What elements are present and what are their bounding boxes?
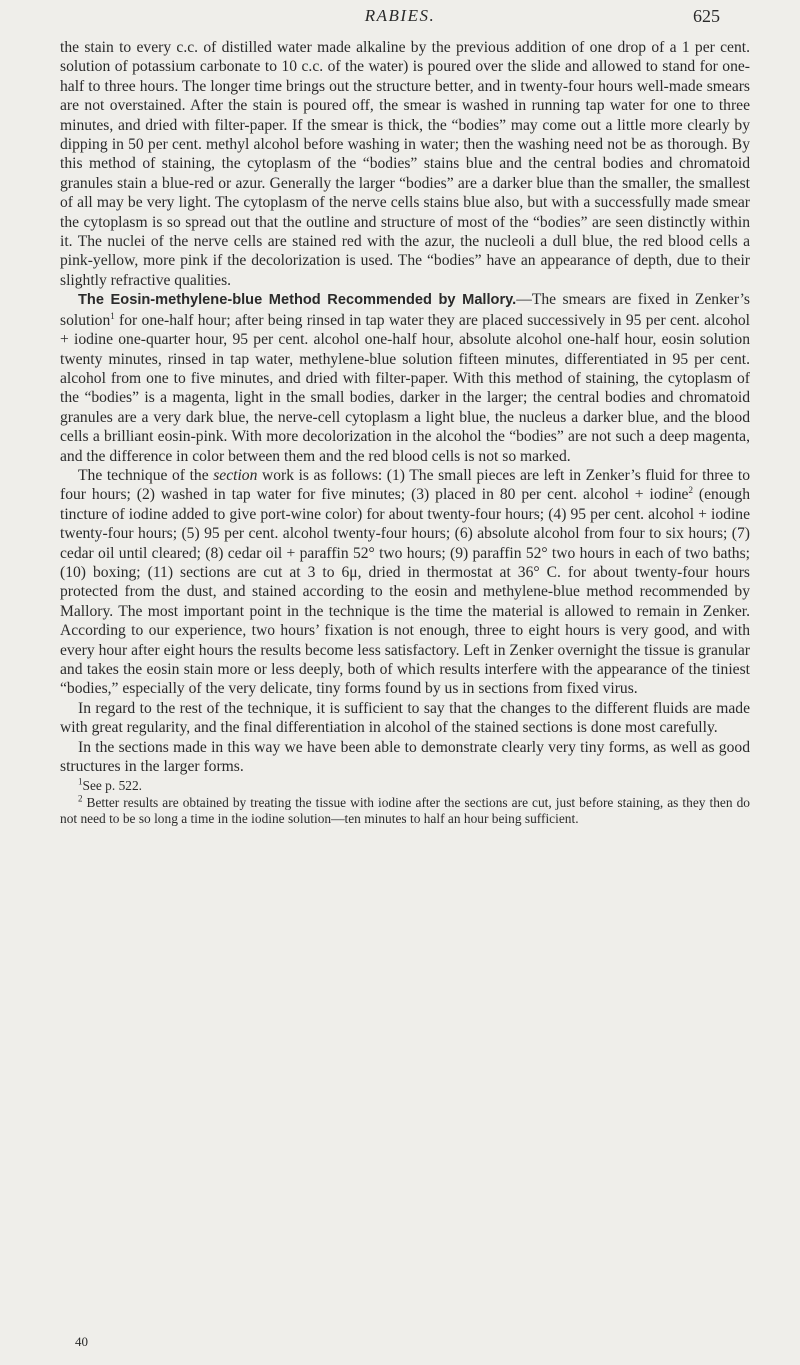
page-number: 625 [693,6,720,26]
footnote-ref-1: 1 [110,310,115,321]
paragraph-mallory-method: The Eosin-methylene-blue Method Recommended by Mallory.—The smears are fixed in Zenker’s solution$^1$ for one-half hour; after being rinsed in tap water they are placed successively in 95 per cent. alcohol + iodine one-quarter hour, 95 per cent. alcohol one-half hour, absolute alcohol one-half hour, eosin solution twenty minutes, rinsed in tap water, methylene-blue solution fifteen minutes, differentiated in 95 per cent. alcohol from one to five minutes, and dried with filter-paper. With this method of staining, the cytoplasm of the “bodies” is a magenta, light in the small bodies, darker in the larger; the central bodies and chromatoid granules are a very dark blue, the nerve-cell cytoplasm a light blue, the nucleus a darker blue, and the blood cells a brilliant eosin-pink. With more decolorization in the alcohol the “bodies” are not such a deep magenta, and the difference in color between them and the red blood cells is not so marked. [60,291,750,465]
running-head [80,6,720,36]
paragraph-continuation: the stain to every c.c. of distilled water made alkaline by the previous addition of one drop of a 1 per cent. solution of potassium carbonate to 10 c.c. of the water) is poured over the slide and allowed to stand for one-half to three hours. The longer time brings out the structure better, and in twenty-four hours well-made smears are not overstained. After the stain is poured off, the smear is washed in running tap water for one to three minutes, and dried with filter-paper. If the smear is thick, the “bodies” may come out a little more clearly by dipping in 50 per cent. methyl alcohol before washing in water; then the washing need not be as thorough. By this method of staining, the cytoplasm of the “bodies” stains blue and the central bodies and chromatoid granules stain a blue-red or azur. Generally the larger “bodies” are a darker blue than the smaller, the smallest of all may be very light. The cytoplasm of the nerve cells stains blue also, but with a successfully made smear the cytoplasm is so spread out that the outline and structure of most of the “bodies” are seen distinctly within it. The nuclei of the nerve cells are stained red with the azur, the nucleoli a dull blue, the red blood cells a pink-yellow, more pink if the decolorization is used. The “bodies” have an appearance of depth, due to their slightly refractive qualities. [60,39,750,289]
italic-word: section [213,466,258,484]
section-heading: The Eosin-methylene-blue Method Recommended by Mallory. [78,292,517,309]
paragraph-closing-2: In the sections made in this way we have been able to demonstrate clearly very tiny forms, as well as good structures in the larger forms. [60,738,750,776]
body-text [60,38,750,828]
paragraph-closing-1: In regard to the rest of the technique, it is sufficient to say that the changes to the different fluids are made with great regularity, and the final differentiation in alcohol of the stained sections is done most carefully. [60,699,750,737]
footnote-2: $^2$ Better results are obtained by treating the tissue with iodine after the sections are cut, just before staining, as they then do not need to be so long a time in the iodine solution—ten minutes to half an hour being sufficient. [60,793,750,827]
footnote-ref-2: 2 [688,485,693,496]
running-head-title: RABIES. [364,6,436,25]
footnotes [60,778,750,828]
footnote-1: $^1$See p. 522. [78,776,143,794]
signature-mark: 40 [75,1334,88,1349]
paragraph-technique: The technique of the section work is as follows: (1) The small pieces are left in Zenker’s fluid for three to four hours; (2) washed in tap water for five minutes; (3) placed in 80 per cent. alcohol + iodine$^2$ (enough tincture of iodine added to give port-wine color) for about twenty-four hours; (4) 95 per cent. alcohol + iodine twenty-four hours; (5) 95 per cent. alcohol twenty-four hours; (6) absolute alcohol from four to six hours; (7) cedar oil until cleared; (8) cedar oil + paraffin 52° two hours; (9) paraffin 52° two hours in each of two baths; (10) boxing; (11) sections are cut at 3 to 6μ, dried in thermostat at 36° C. for about twenty-four hours protected from the dust, and stained according to the eosin and methylene-blue method recommended by Mallory. The most important point in the technique is the time the material is allowed to remain in Zenker. According to our experience, two hours’ fixation is not enough, three to eight hours is very good, and with every hour after eight hours the results become less satisfactory. Left in Zenker overnight the tissue is granular and takes the eosin stain more or less deeply, both of which results interfere with the appearance of the tiniest “bodies,” especially of the very delicate, tiny forms found by us in sections from fixed virus. [60,466,751,698]
